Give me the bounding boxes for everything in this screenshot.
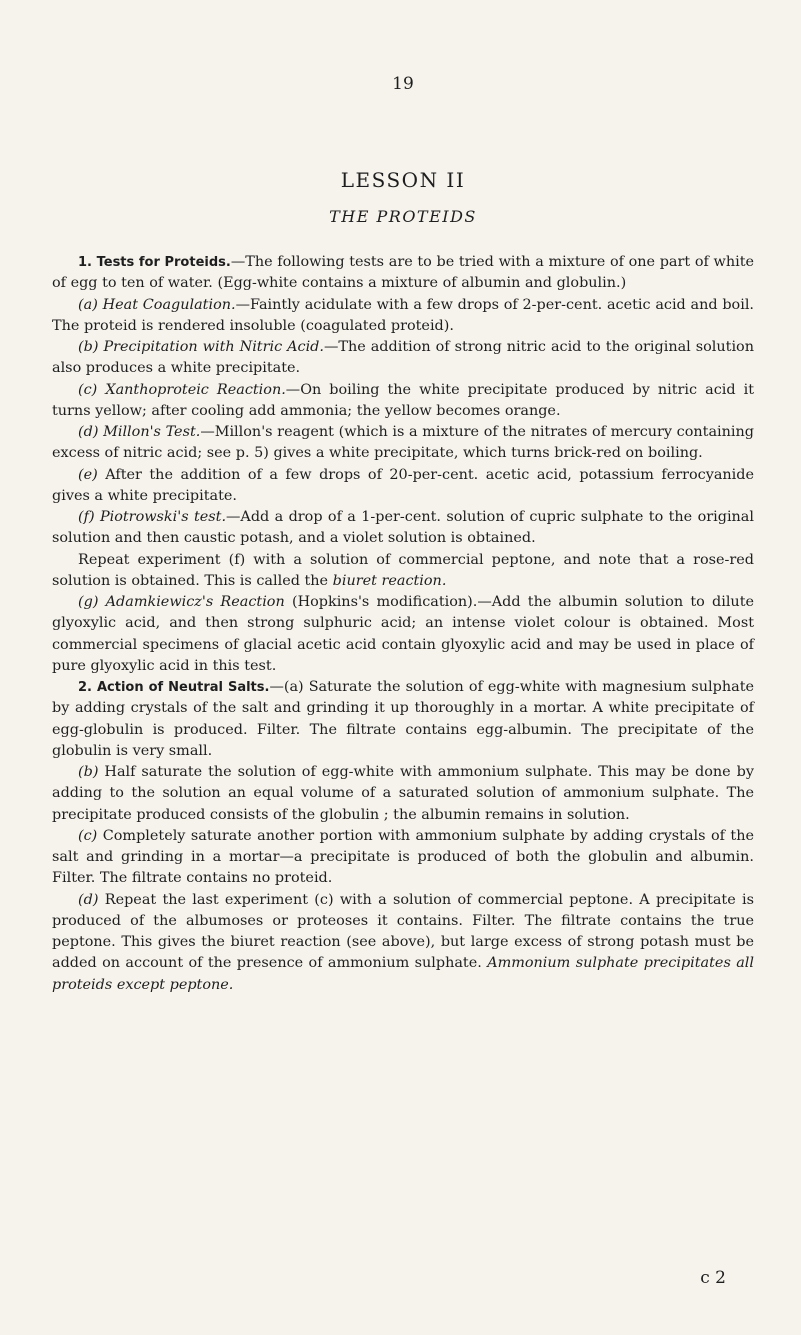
test-g-text: (Hopkins's modification).—Add the albumin solution to dilute glyoxylic acid, and then strong sulphuric acid; an intense violet colour is obtained. Most commercial specimens of glacial acetic acid contain glyoxylic acid and may be used in place of pure glyoxylic acid in this test. — [52, 594, 754, 674]
section-2-heading: 2. Action of Neutral Salts. — [78, 680, 270, 695]
section-2-c — [52, 826, 754, 890]
test-a-title: Heat Coagulation. — [102, 296, 236, 313]
test-a — [52, 295, 754, 338]
biuret-term: biuret reaction. — [332, 572, 447, 589]
salt-d-text: Repeat the last experiment (c) with a solution of commercial peptone. A precipitate is produced of the albumoses or proteoses it contains. Filter. The filtrate contains the true peptone. This gives the biuret reaction (see above), but large excess of strong potash must be added on account of the presence of ammonium sulphate. — [52, 891, 754, 972]
book-page — [52, 0, 754, 1335]
test-a-label: (a) — [78, 296, 98, 313]
repeat-experiment — [52, 550, 754, 593]
section-1-intro-text: —The following tests are to be tried with a mixture of one part of white of egg to ten of water. (Egg-white contains a mixture of albumin and globulin.) — [52, 254, 754, 292]
test-b-title: Precipitation with Nitric Acid. — [103, 339, 324, 355]
test-e-text: After the addition of a few drops of 20-per-cent. acetic acid, potassium ferrocyanide gives a white precipitate. — [52, 466, 755, 504]
test-c-title: Xanthoproteic Reaction. — [105, 381, 286, 398]
test-c-text: —On boiling the white precipitate produced by nitric acid it turns yellow; after cooling add ammonia; the yellow becomes orange. — [52, 381, 754, 419]
test-c — [52, 380, 754, 423]
salt-c-text: Completely saturate another portion with ammonium sulphate by adding crystals of the salt and grinding in a mortar—a precipitate is produced of both the globulin and albumin. Filter. The filtrate contains no proteid. — [52, 827, 754, 887]
salt-c-label: (c) — [78, 827, 98, 844]
test-b-label: (b) — [78, 339, 99, 355]
test-f-title: Piotrowski's test. — [99, 509, 227, 525]
test-b — [52, 337, 754, 380]
section-1-intro — [52, 252, 754, 295]
test-d — [52, 422, 754, 465]
test-e-label: (e) — [78, 466, 98, 483]
test-d-title: Millon's Test. — [103, 424, 201, 440]
section-2-d — [52, 890, 754, 996]
test-g-title: Adamkiewicz's Reaction — [105, 594, 285, 610]
section-2-b — [52, 762, 754, 826]
salt-d-label: (d) — [78, 891, 99, 908]
test-f — [52, 507, 754, 550]
section-1-heading: 1. Tests for Proteids. — [78, 255, 231, 270]
test-e — [52, 465, 754, 508]
test-g — [52, 592, 754, 677]
salt-a-label: —(a) — [269, 679, 304, 695]
salt-d-emphasis: Ammonium sulphate precipitates all proteids except peptone. — [52, 955, 754, 993]
salt-b-label: (b) — [78, 764, 99, 780]
repeat-text: Repeat experiment (f) with a solution of commercial peptone, and note that a rose-red solution is obtained. This is called the — [52, 551, 754, 589]
lesson-title: LESSON II — [340, 168, 466, 192]
page-number: 19 — [392, 74, 414, 94]
test-g-label: (g) — [78, 594, 99, 610]
test-d-text: —Millon's reagent (which is a mixture of the nitrates of mercury containing excess of nitric acid; see p. 5) gives a white precipitate, which turns brick-red on boiling. — [52, 424, 754, 462]
subject-title: THE PROTEIDS — [329, 207, 477, 226]
body-text — [52, 252, 754, 996]
section-2-a — [52, 677, 754, 762]
test-f-text: —Add a drop of a 1-per-cent. solution of cupric sulphate to the original solution and then caustic potash, and a violet solution is obtained. — [52, 509, 754, 547]
signature-mark: c 2 — [700, 1268, 726, 1288]
test-d-label: (d) — [78, 424, 99, 440]
test-b-text: —The addition of strong nitric acid to the original solution also produces a white precipitate. — [52, 339, 754, 377]
salt-a-text: Saturate the solution of egg-white with magnesium sulphate by adding crystals of the salt and grinding it up thoroughly in a mortar. A white precipitate of egg-globulin is produced. Filter. The filtrate contains egg-albumin. The precipitate of the globulin is very small. — [52, 679, 755, 759]
salt-b-text: Half saturate the solution of egg-white with ammonium sulphate. This may be done by adding to the solution an equal volume of a saturated solution of ammonium sulphate. The precipitate produced consists of the globulin ; the albumin remains in solution. — [52, 764, 754, 823]
test-a-text: —Faintly acidulate with a few drops of 2-per-cent. acetic acid and boil. The proteid is rendered insoluble (coagulated proteid). — [52, 296, 754, 334]
test-f-label: (f) — [78, 509, 95, 525]
test-c-label: (c) — [78, 381, 98, 398]
